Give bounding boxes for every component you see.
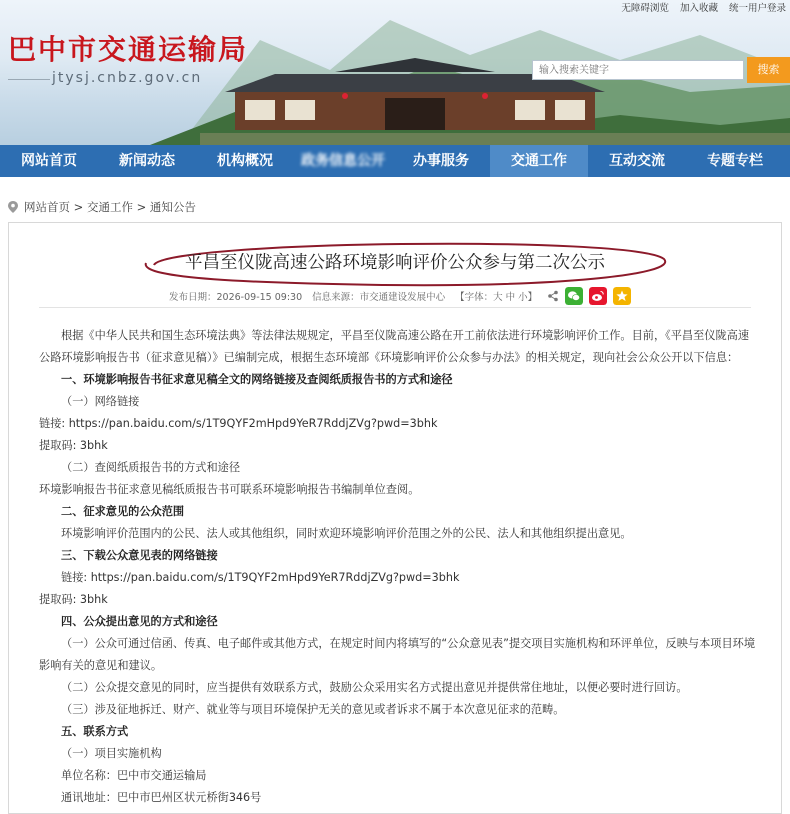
favorite-star-icon[interactable] [613,287,631,305]
location-pin-icon [8,201,18,213]
unified-login-link[interactable]: 统一用户登录 [728,3,786,14]
nav-services[interactable]: 办事服务 [413,153,469,169]
paragraph-paper-report: 环境影响报告书征求意见稿纸质报告书可联系环境影响报告书编制单位查阅。 [39,483,420,496]
nav-special[interactable]: 专题专栏 [707,153,763,169]
breadcrumb-sep: > [73,200,84,214]
share-icon[interactable] [547,290,559,302]
breadcrumb [8,199,196,215]
paragraph-out-of-scope: （三）涉及征地拆迁、财产、就业等与项目环境保护无关的意见或者诉求不属于本次意见征求的范畴。 [61,703,565,716]
subsection-implementing-agency: （一）项目实施机构 [61,747,162,760]
section-heading-3: 三、下载公众意见表的网络链接 [61,549,218,562]
accessibility-link[interactable]: 无障碍浏览 [621,3,669,14]
section-heading-5: 五、联系方式 [61,725,129,738]
logo-underline [8,79,50,80]
section-heading-1: 一、环境影响报告书征求意见稿全文的网络链接及查阅纸质报告书的方式和途径 [61,373,453,386]
extraction-code-2: 提取码: 3bhk [39,593,108,606]
article-title: 平昌至仪陇高速公路环境影响评价公众参与第二次公示 [185,253,605,273]
paragraph-contact-info: （二）公众提交意见的同时，应当提供有效联系方式，鼓励公众采用实名方式提出意见并提供常住地址，以便必要时进行回访。 [61,681,688,694]
section-heading-2: 二、征求意见的公众范围 [61,505,185,518]
site-logo-domain: jtysj.cnbz.gov.cn [52,70,203,86]
nav-home[interactable]: 网站首页 [21,153,77,169]
info-source: 信息来源：市交通建设发展中心 [312,292,446,303]
breadcrumb-notice[interactable]: 通知公告 [149,200,196,214]
title-divider [39,307,751,308]
article-body [39,325,759,809]
weibo-share-icon[interactable] [589,287,607,305]
breadcrumb-sep: > [136,200,147,214]
link-opinion-form[interactable]: 链接: https://pan.baidu.com/s/1T9QYF2mHpd9YeR7RddjZVg?pwd=3bhk [61,571,460,584]
mailing-address: 通讯地址：巴中市巴州区状元桥街346号 [61,791,262,804]
add-favorite-link[interactable]: 加入收藏 [679,3,718,14]
article-container [8,222,782,814]
site-logo-title[interactable]: 巴中市交通运输局 [8,33,249,66]
unit-name: 单位名称：巴中市交通运输局 [61,769,207,782]
wechat-share-icon[interactable] [565,287,583,305]
search-input[interactable] [532,60,744,80]
main-nav [0,145,790,177]
search-button[interactable]: 搜索 [747,57,790,83]
nav-news[interactable]: 新闻动态 [119,153,175,169]
nav-transport-work[interactable]: 交通工作 [490,145,588,177]
font-size-selector[interactable]: 【字体：大 中 小】 [455,292,538,303]
paragraph-submit-ways: （一）公众可通过信函、传真、电子邮件或其他方式，在规定时间内将填写的“公众意见表”提交项目实施机构和环评单位，反映与本项目环境影响有关的意见和建议。 [39,637,756,672]
section-heading-4: 四、公众提出意见的方式和途径 [61,615,218,628]
publish-date: 发布日期：2026-09-15 09:30 [169,292,303,303]
paragraph-public-scope: 环境影响评价范围内的公民、法人或其他组织，同时欢迎环境影响评价范围之外的公民、法人和其他组织提出意见。 [61,527,632,540]
extraction-code: 提取码: 3bhk [39,439,108,452]
subsection-network-link: （一）网络链接 [61,395,140,408]
header-banner [0,0,790,145]
top-links [613,0,786,14]
nav-interaction[interactable]: 互动交流 [609,153,665,169]
breadcrumb-home[interactable]: 网站首页 [24,200,70,214]
nav-org[interactable]: 机构概况 [217,153,273,169]
subsection-paper-report: （二）查阅纸质报告书的方式和途径 [61,461,241,474]
paragraph-intro: 根据《中华人民共和国生态环境法典》等法律法规规定，平昌至仪陇高速公路在开工前依法进行环境影响评价工作。目前，《平昌至仪陇高速公路环境影响报告书（征求意见稿）》已编制完成，根据生态环境部《环境影响评价公众参与办法》的相关规定，现向社会公众公开以下信息： [39,329,750,364]
link-report-download[interactable]: 链接: https://pan.baidu.com/s/1T9QYF2mHpd9YeR7RddjZVg?pwd=3bhk [39,417,438,430]
nav-gov-info[interactable]: 政务信息公开 [301,153,385,169]
article-meta [169,287,637,305]
breadcrumb-transport-work[interactable]: 交通工作 [86,200,133,214]
